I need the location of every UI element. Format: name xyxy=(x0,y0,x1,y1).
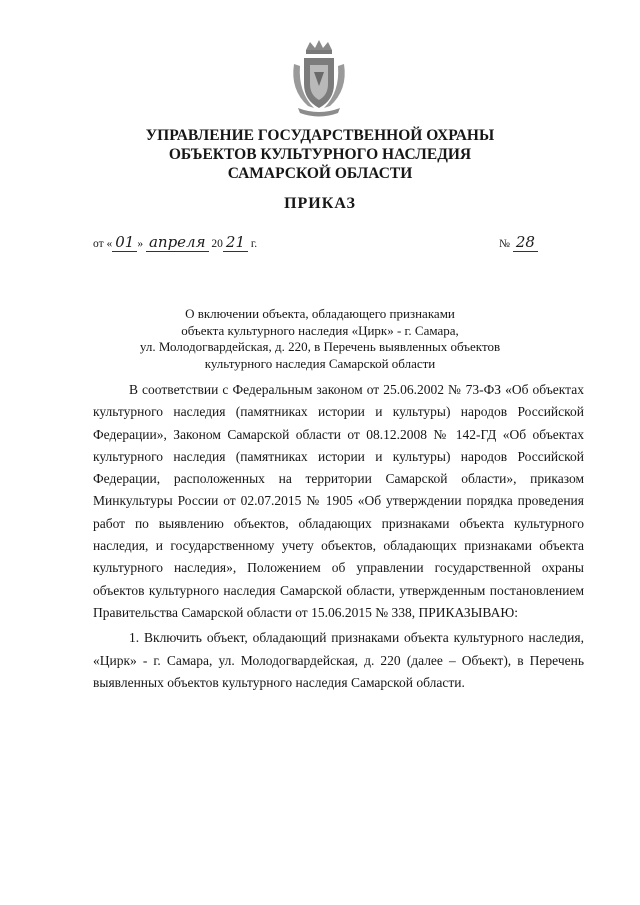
date-year-prefix: 20 xyxy=(211,238,223,250)
date-day: 01 xyxy=(112,233,137,252)
header-line: САМАРСКОЙ ОБЛАСТИ xyxy=(227,165,413,182)
subject-line: О включении объекта, обладающего признаками xyxy=(185,306,455,321)
subject-line: объекта культурного наследия «Цирк» - г. Самара, xyxy=(181,322,459,338)
subject-line: культурного наследия Самарской области xyxy=(204,355,436,371)
order-body xyxy=(93,379,584,694)
order-number xyxy=(499,233,538,251)
number-prefix: № xyxy=(499,238,510,250)
organization-header xyxy=(0,126,640,183)
number-value: 28 xyxy=(513,233,538,252)
date-month: апреля xyxy=(146,233,209,252)
header-line: ОБЪЕКТОВ КУЛЬТУРНОГО НАСЛЕДИЯ xyxy=(168,146,472,163)
date-year-suffix: 21 xyxy=(223,233,248,252)
preamble-paragraph: В соответствии с Федеральным законом от 25.06.2002 № 73-ФЗ «Об объектах культурного наследия (памятниках истории и культуры) народов Российской Федерации», Законом Самарской области от 08.12.2008 № 142-ГД «Об объектах культурного наследия (памятниках истории и культуры) народов Российской Федерации, расположенных на территории Самарской области», приказом Минкультуры России от 02.07.2015 № 1905 «Об утверждении порядка проведения работ по выявлению объектов, обладающих признаками объекта культурного наследия, и государственному учету объектов, обладающих признаками объекта культурного наследия», Положением об управлении государственной охраны объектов культурного наследия Самарской области, утвержденным постановлением Правительства Самарской области от 15.06.2015 № 338, ПРИКАЗЫВАЮ: xyxy=(93,382,584,620)
order-date xyxy=(93,233,257,251)
order-subject xyxy=(0,306,640,372)
date-prefix: от « xyxy=(93,238,113,250)
coat-of-arms-icon xyxy=(284,38,354,118)
subject-line: ул. Молодогвардейская, д. 220, в Перечень выявленных объектов xyxy=(139,339,501,354)
date-suffix: г. xyxy=(250,238,258,250)
document-title: ПРИКАЗ xyxy=(284,195,356,212)
order-item-1: 1. Включить объект, обладающий признаками объекта культурного наследия, «Цирк» - г. Самара, ул. Молодогвардейская, д. 220 (далее – Объект), в Перечень выявленных объектов культурного наследия Самарской области. xyxy=(93,630,584,690)
header-line: УПРАВЛЕНИЕ ГОСУДАРСТВЕННОЙ ОХРАНЫ xyxy=(145,127,495,144)
date-sep: » xyxy=(137,238,144,250)
